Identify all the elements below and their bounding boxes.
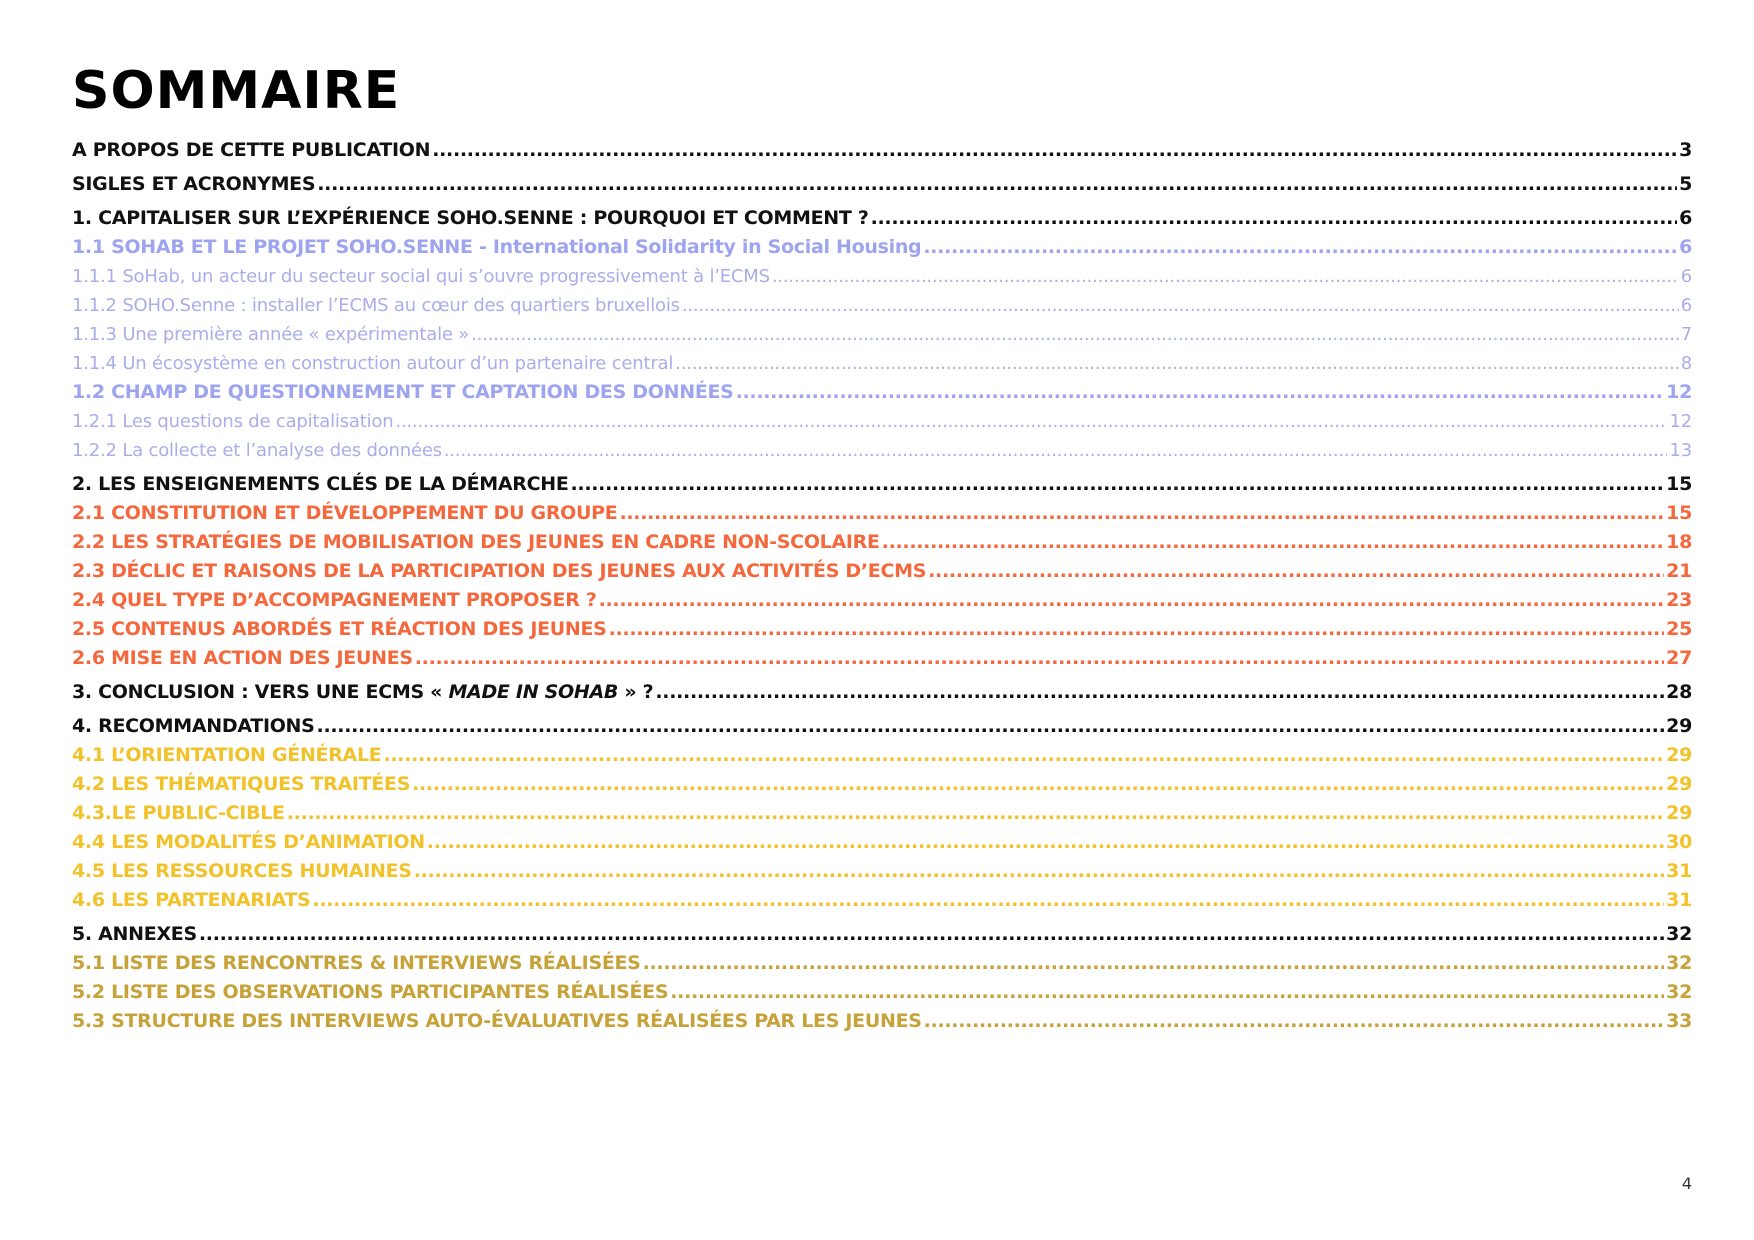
toc-entry[interactable]	[72, 528, 1692, 557]
toc-entry[interactable]	[72, 678, 1692, 707]
toc-entry-page-number: 32	[1666, 923, 1692, 945]
toc-entry-label: 2.2 LES STRATÉGIES DE MOBILISATION DES JEUNES EN CADRE NON-SCOLAIRE	[72, 531, 880, 553]
toc-entry[interactable]	[72, 799, 1692, 828]
toc-entry-label: 4.5 LES RESSOURCES HUMAINES	[72, 860, 412, 882]
toc-entry-label: 1.2.1 Les questions de capitalisation	[72, 411, 394, 432]
toc-entry-page-number: 29	[1666, 802, 1692, 824]
toc-entry[interactable]	[72, 291, 1692, 320]
document-page	[72, 60, 1692, 1036]
toc-entry[interactable]	[72, 470, 1692, 499]
toc-entry[interactable]	[72, 770, 1692, 799]
toc-entry-page-number: 13	[1669, 440, 1692, 461]
toc-entry-leader-dots	[427, 828, 1664, 857]
toc-entry-label: 4.2 LES THÉMATIQUES TRAITÉES	[72, 773, 411, 795]
toc-entry[interactable]	[72, 644, 1692, 673]
toc-entry-label: 2. LES ENSEIGNEMENTS CLÉS DE LA DÉMARCHE	[72, 473, 569, 495]
toc-entry[interactable]	[72, 136, 1692, 165]
toc-entry-page-number: 15	[1666, 473, 1692, 495]
toc-entry-leader-dots	[675, 349, 1679, 378]
toc-entry-page-number: 31	[1666, 860, 1692, 882]
toc-entry-page-number: 18	[1666, 531, 1692, 553]
table-of-contents	[72, 136, 1692, 1036]
toc-entry[interactable]	[72, 828, 1692, 857]
toc-entry-label: 4.1 L’ORIENTATION GÉNÉRALE	[72, 744, 382, 766]
toc-entry-page-number: 6	[1680, 266, 1692, 287]
toc-entry-page-number: 6	[1680, 295, 1692, 316]
toc-entry[interactable]	[72, 741, 1692, 770]
toc-entry-page-number: 28	[1666, 681, 1692, 703]
toc-entry-page-number: 12	[1666, 381, 1692, 403]
toc-entry[interactable]	[72, 436, 1692, 465]
toc-entry-leader-dots	[287, 799, 1664, 828]
toc-entry[interactable]	[72, 920, 1692, 949]
toc-entry[interactable]	[72, 378, 1692, 407]
toc-entry-leader-dots	[383, 741, 1664, 770]
toc-entry-leader-dots	[882, 528, 1664, 557]
toc-entry-page-number: 30	[1666, 831, 1692, 853]
toc-entry-page-number: 31	[1666, 889, 1692, 911]
toc-entry-label: 2.3 DÉCLIC ET RAISONS DE LA PARTICIPATION DES JEUNES AUX ACTIVITÉS D’ECMS	[72, 560, 927, 582]
toc-entry-label: SIGLES ET ACRONYMES	[72, 173, 316, 195]
toc-entry[interactable]	[72, 557, 1692, 586]
toc-entry-label: 2.1 CONSTITUTION ET DÉVELOPPEMENT DU GROUPE	[72, 502, 618, 524]
toc-entry-label: 3. CONCLUSION : VERS UNE ECMS « MADE IN SOHAB » ?	[72, 681, 654, 703]
toc-entry-page-number: 7	[1680, 324, 1692, 345]
toc-entry-label: 4. RECOMMANDATIONS	[72, 715, 315, 737]
toc-entry-page-number: 27	[1666, 647, 1692, 669]
toc-entry-page-number: 32	[1666, 981, 1692, 1003]
toc-entry-label: 1. CAPITALISER SUR L’EXPÉRIENCE SOHO.SENNE : POURQUOI ET COMMENT ?	[72, 207, 869, 229]
toc-entry-label: 1.2.2 La collecte et l’analyse des données	[72, 440, 442, 461]
page-title: SOMMAIRE	[72, 61, 401, 121]
toc-entry-leader-dots	[444, 436, 1668, 465]
toc-entry[interactable]	[72, 586, 1692, 615]
toc-entry-leader-dots	[643, 949, 1665, 978]
page-number: 4	[1681, 1174, 1692, 1193]
toc-entry-page-number: 21	[1666, 560, 1692, 582]
toc-entry-leader-dots	[415, 644, 1664, 673]
toc-entry-label: 1.1 SOHAB ET LE PROJET SOHO.SENNE - International Solidarity in Social Housing	[72, 236, 922, 258]
toc-entry[interactable]	[72, 262, 1692, 291]
toc-entry-label: 5. ANNEXES	[72, 923, 197, 945]
toc-entry[interactable]	[72, 949, 1692, 978]
toc-entry[interactable]	[72, 204, 1692, 233]
toc-entry[interactable]	[72, 1007, 1692, 1036]
toc-entry[interactable]	[72, 712, 1692, 741]
toc-entry-page-number: 23	[1666, 589, 1692, 611]
toc-entry[interactable]	[72, 407, 1692, 436]
toc-entry[interactable]	[72, 499, 1692, 528]
toc-entry-label: 5.2 LISTE DES OBSERVATIONS PARTICIPANTES RÉALISÉES	[72, 981, 669, 1003]
toc-entry-page-number: 29	[1666, 773, 1692, 795]
toc-entry-page-number: 29	[1666, 715, 1692, 737]
toc-entry-leader-dots	[923, 233, 1677, 262]
toc-entry-leader-dots	[471, 320, 1679, 349]
toc-entry-page-number: 3	[1679, 139, 1692, 161]
toc-entry-label: 1.1.1 SoHab, un acteur du secteur social qui s’ouvre progressivement à l’ECMS	[72, 266, 770, 287]
toc-entry-page-number: 12	[1669, 411, 1692, 432]
toc-entry-page-number: 5	[1679, 173, 1692, 195]
toc-entry-label: 1.1.3 Une première année « expérimentale »	[72, 324, 470, 345]
toc-entry-label: 1.2 CHAMP DE QUESTIONNEMENT ET CAPTATION DES DONNÉES	[72, 381, 734, 403]
toc-entry[interactable]	[72, 320, 1692, 349]
toc-entry-leader-dots	[871, 204, 1677, 233]
toc-entry-page-number: 32	[1666, 952, 1692, 974]
toc-entry-label: 4.4 LES MODALITÉS D’ANIMATION	[72, 831, 425, 853]
toc-entry-label: 1.1.4 Un écosystème en construction autour d’un partenaire central	[72, 353, 674, 374]
toc-entry-leader-dots	[412, 770, 1664, 799]
toc-entry[interactable]	[72, 615, 1692, 644]
toc-entry-page-number: 33	[1666, 1010, 1692, 1032]
toc-entry-label: 4.6 LES PARTENARIATS	[72, 889, 311, 911]
toc-entry-label: 5.1 LISTE DES RENCONTRES & INTERVIEWS RÉALISÉES	[72, 952, 641, 974]
toc-entry-page-number: 29	[1666, 744, 1692, 766]
toc-entry-label: 2.4 QUEL TYPE D’ACCOMPAGNEMENT PROPOSER ?	[72, 589, 597, 611]
toc-entry-page-number: 25	[1666, 618, 1692, 640]
toc-entry-page-number: 8	[1680, 353, 1692, 374]
toc-entry[interactable]	[72, 857, 1692, 886]
toc-entry-leader-dots	[317, 712, 1665, 741]
toc-entry-leader-dots	[317, 170, 1677, 199]
toc-entry-leader-dots	[772, 262, 1679, 291]
toc-entry-leader-dots	[312, 886, 1664, 915]
toc-entry[interactable]	[72, 349, 1692, 378]
toc-entry-leader-dots	[414, 857, 1664, 886]
toc-entry-label: 4.3.LE PUBLIC-CIBLE	[72, 802, 285, 824]
toc-entry-label: 5.3 STRUCTURE DES INTERVIEWS AUTO-ÉVALUATIVES RÉALISÉES PAR LES JEUNES	[72, 1010, 922, 1032]
toc-entry-label: 2.6 MISE EN ACTION DES JEUNES	[72, 647, 413, 669]
toc-entry[interactable]	[72, 886, 1692, 915]
toc-entry-page-number: 6	[1679, 207, 1692, 229]
toc-entry[interactable]	[72, 978, 1692, 1007]
toc-entry[interactable]	[72, 170, 1692, 199]
toc-entry-page-number: 6	[1679, 236, 1692, 258]
toc-entry-leader-dots	[609, 615, 1665, 644]
toc-entry-leader-dots	[395, 407, 1667, 436]
toc-entry-leader-dots	[736, 378, 1665, 407]
toc-entry-label: A PROPOS DE CETTE PUBLICATION	[72, 139, 431, 161]
toc-entry-leader-dots	[599, 586, 1665, 615]
toc-entry-leader-dots	[670, 978, 1664, 1007]
toc-entry-leader-dots	[924, 1007, 1665, 1036]
toc-entry-page-number: 15	[1666, 502, 1692, 524]
toc-entry-label: 1.1.2 SOHO.Senne : installer l’ECMS au cœur des quartiers bruxellois	[72, 295, 680, 316]
toc-entry-leader-dots	[928, 557, 1664, 586]
toc-entry-leader-dots	[619, 499, 1664, 528]
toc-entry[interactable]	[72, 233, 1692, 262]
toc-entry-leader-dots	[655, 678, 1664, 707]
toc-entry-leader-dots	[432, 136, 1677, 165]
toc-entry-leader-dots	[571, 470, 1665, 499]
toc-entry-leader-dots	[682, 291, 1679, 320]
toc-entry-label: 2.5 CONTENUS ABORDÉS ET RÉACTION DES JEUNES	[72, 618, 607, 640]
toc-entry-leader-dots	[199, 920, 1664, 949]
